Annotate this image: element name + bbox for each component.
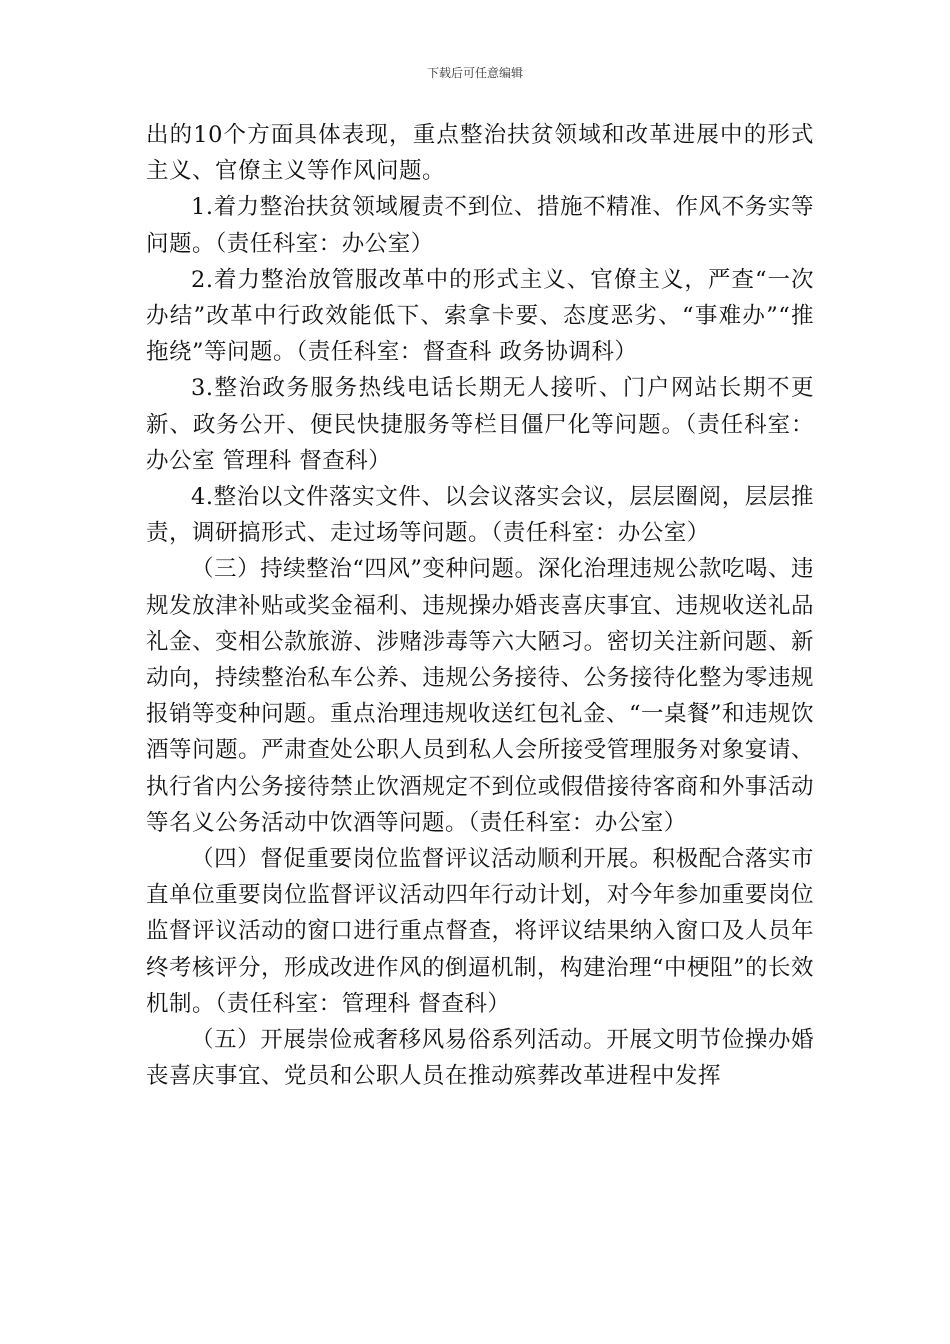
paragraph-item-4: 4.整治以文件落实文件、以会议落实会议，层层圈阅，层层推责，调研搞形式、走过场等问题。（责任科室：办公室）: [146, 484, 814, 547]
page-header: 下载后可任意编辑: [426, 66, 523, 80]
paragraph-item-2: 2.着力整治放管服改革中的形式主义、官僚主义，严查“一次办结”改革中行政效能低下、索拿卡要、态度恶劣、“事难办”“推拖绕”等问题。（责任科室：督查科 政务协调科）: [146, 266, 814, 366]
paragraph-section-3: （三）持续整治“四风”变种问题。深化治理违规公款吃喝、违规发放津补贴或奖金福利、违规操办婚丧喜庆事宜、违规收送礼品礼金、变相公款旅游、涉赌涉毒等六大陋习。密切关注新问题、新动向，持续整治私车公养、违规公务接待、公务接待化整为零违规报销等变种问题。重点治理违规收送红包礼金、“一桌餐”和违规饮酒等问题。严肃查处公职人员到私人会所接受管理服务对象宴请、执行省内公务接待禁止饮酒规定不到位或假借接待客商和外事活动等名义公务活动中饮酒等问题。（责任科室：办公室）: [146, 556, 815, 836]
document-body: [146, 117, 814, 1094]
paragraph-item-1: 1.着力整治扶贫领域履责不到位、措施不精准、作风不务实等问题。（责任科室：办公室）: [146, 194, 814, 257]
paragraph-continuation: 出的10个方面具体表现，重点整治扶贫领域和改革进展中的形式主义、官僚主义等作风问题。: [146, 122, 814, 185]
paragraph-section-5: （五）开展崇俭戒奢移风易俗系列活动。开展文明节俭操办婚丧喜庆事宜、党员和公职人员在推动殡葬改革进程中发挥: [146, 1027, 814, 1090]
paragraph-item-3: 3.整治政务服务热线电话长期无人接听、门户网站长期不更新、政务公开、便民快捷服务等栏目僵尸化等问题。（责任科室：办公室 管理科 督查科）: [146, 375, 814, 474]
paragraph-section-4: （四）督促重要岗位监督评议活动顺利开展。积极配合落实市直单位重要岗位监督评议活动四年行动计划，对今年参加重要岗位监督评议活动的窗口进行重点督查，将评议结果纳入窗口及人员年终考核评分，形成改进作风的倒逼机制，构建治理“中梗阻”的长效机制。（责任科室：管理科 督查科）: [146, 846, 815, 1017]
